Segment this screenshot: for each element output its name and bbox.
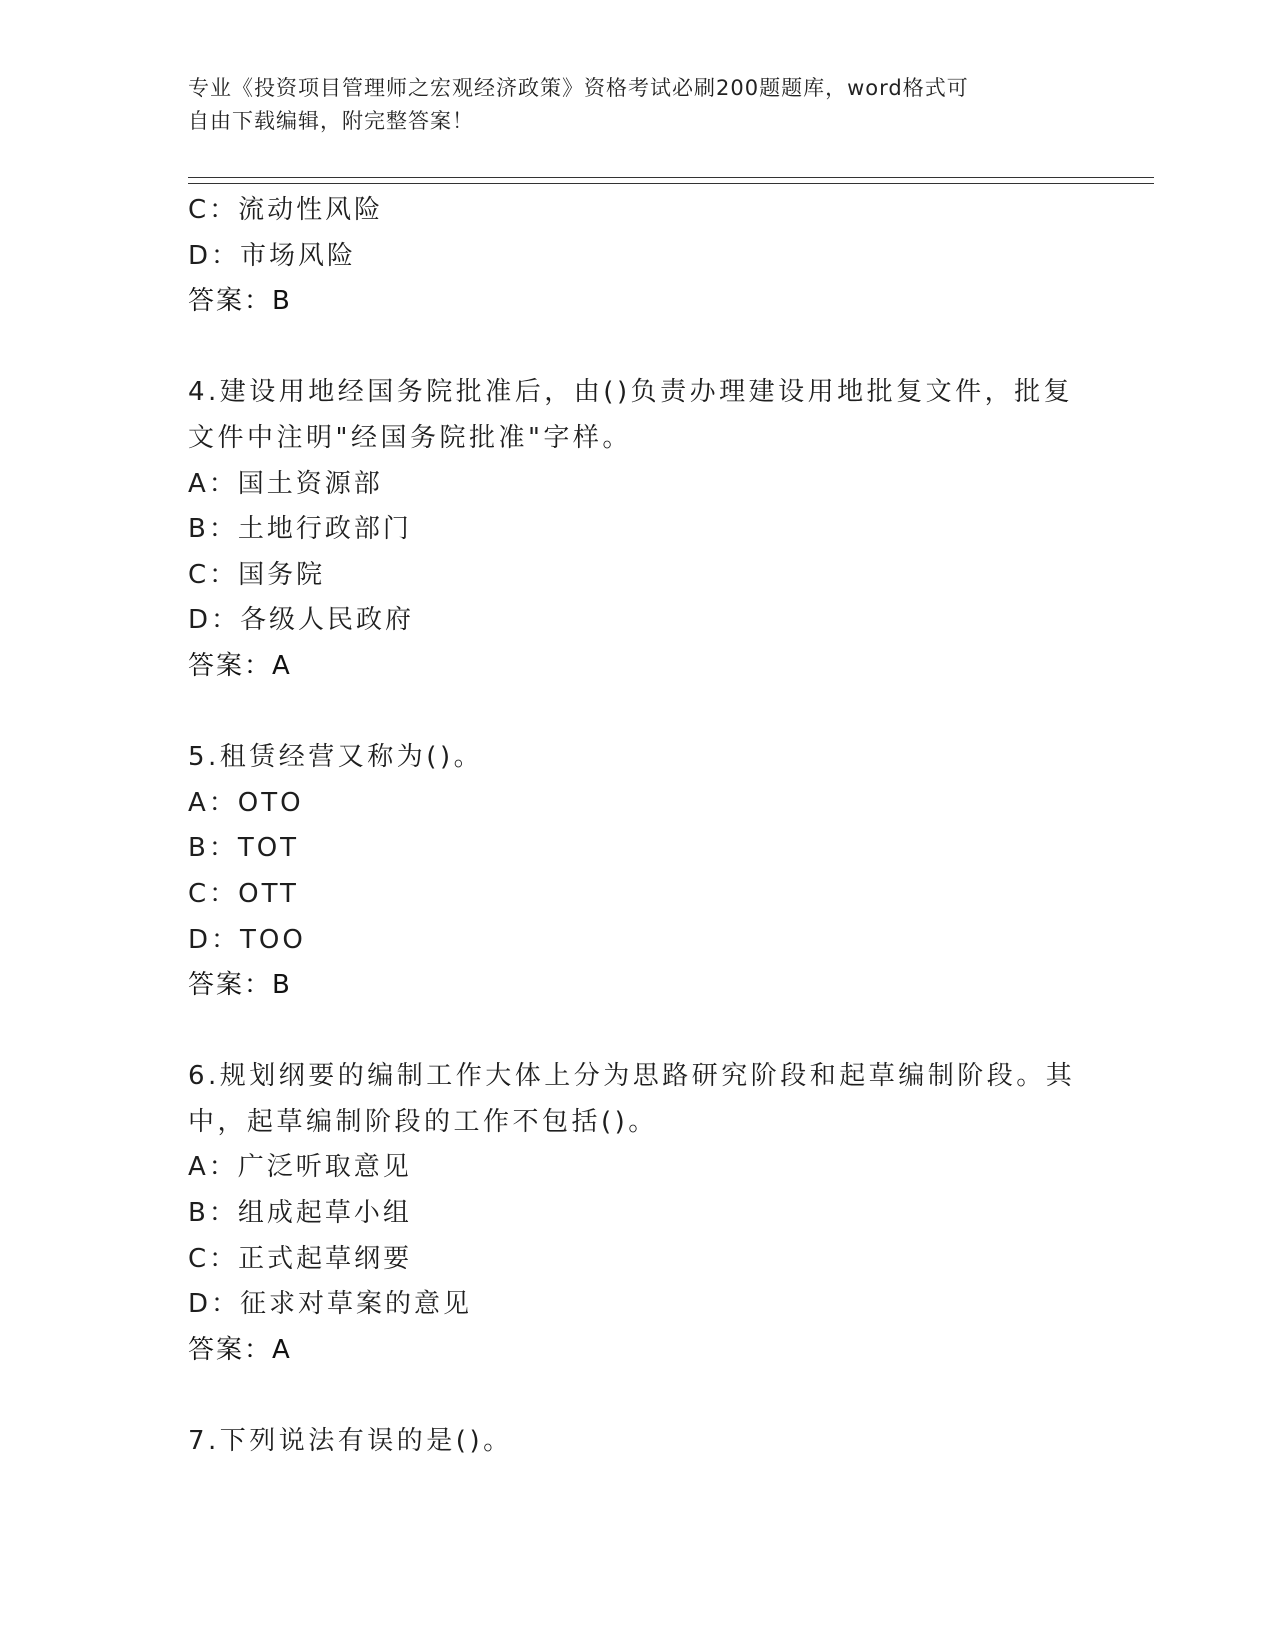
spacer xyxy=(188,690,1088,736)
answer: 答案：A xyxy=(188,1334,292,1365)
spacer xyxy=(188,1009,1088,1055)
option-c: C：流动性风险 xyxy=(188,195,384,225)
page-header xyxy=(188,72,1068,138)
option-d: D：征求对草案的意见 xyxy=(188,1289,473,1320)
question-6 xyxy=(188,1054,1088,1373)
option-d: D：市场风险 xyxy=(188,240,357,271)
option-d: D：TOO xyxy=(188,924,306,955)
spacer xyxy=(188,325,1088,371)
answer: 答案：B xyxy=(188,286,292,317)
question-stem: 5.租赁经营又称为()。 xyxy=(188,742,484,773)
option-c: C：正式起草纲要 xyxy=(188,1243,413,1274)
option-b: B：TOT xyxy=(188,833,300,864)
option-c: C：国务院 xyxy=(188,559,326,590)
answer: 答案：A xyxy=(188,650,292,681)
question-stem: 6.规划纲要的编制工作大体上分为思路研究阶段和起草编制阶段。其 xyxy=(188,1061,1076,1092)
option-a: A：广泛听取意见 xyxy=(188,1152,412,1183)
option-b: B：土地行政部门 xyxy=(188,514,412,545)
answer: 答案：B xyxy=(188,970,292,1001)
header-divider-top xyxy=(188,177,1154,178)
question-stem: 7.下列说法有误的是()。 xyxy=(188,1426,513,1457)
question-list xyxy=(188,188,1088,1465)
question-stem-continued: 中，起草编制阶段的工作不包括()。 xyxy=(188,1106,658,1137)
question-7 xyxy=(188,1419,1088,1465)
option-a: A：OTO xyxy=(188,787,304,818)
header-line-2: 自由下载编辑，附完整答案！ xyxy=(188,109,474,133)
header-line-1: 专业《投资项目管理师之宏观经济政策》资格考试必刷200题题库，word格式可 xyxy=(188,76,969,100)
option-b: B：组成起草小组 xyxy=(188,1198,412,1229)
question-4 xyxy=(188,370,1088,689)
header-divider-bottom xyxy=(188,183,1154,184)
question-5 xyxy=(188,735,1088,1009)
question-stem-continued: 文件中注明"经国务院批准"字样。 xyxy=(188,422,632,453)
spacer xyxy=(188,1373,1088,1419)
option-c: C：OTT xyxy=(188,878,299,909)
question-stem: 4.建设用地经国务院批准后，由()负责办理建设用地批复文件，批复 xyxy=(188,377,1074,408)
option-a: A：国土资源部 xyxy=(188,468,383,499)
question-3 xyxy=(188,188,1088,325)
option-d: D：各级人民政府 xyxy=(188,605,415,636)
